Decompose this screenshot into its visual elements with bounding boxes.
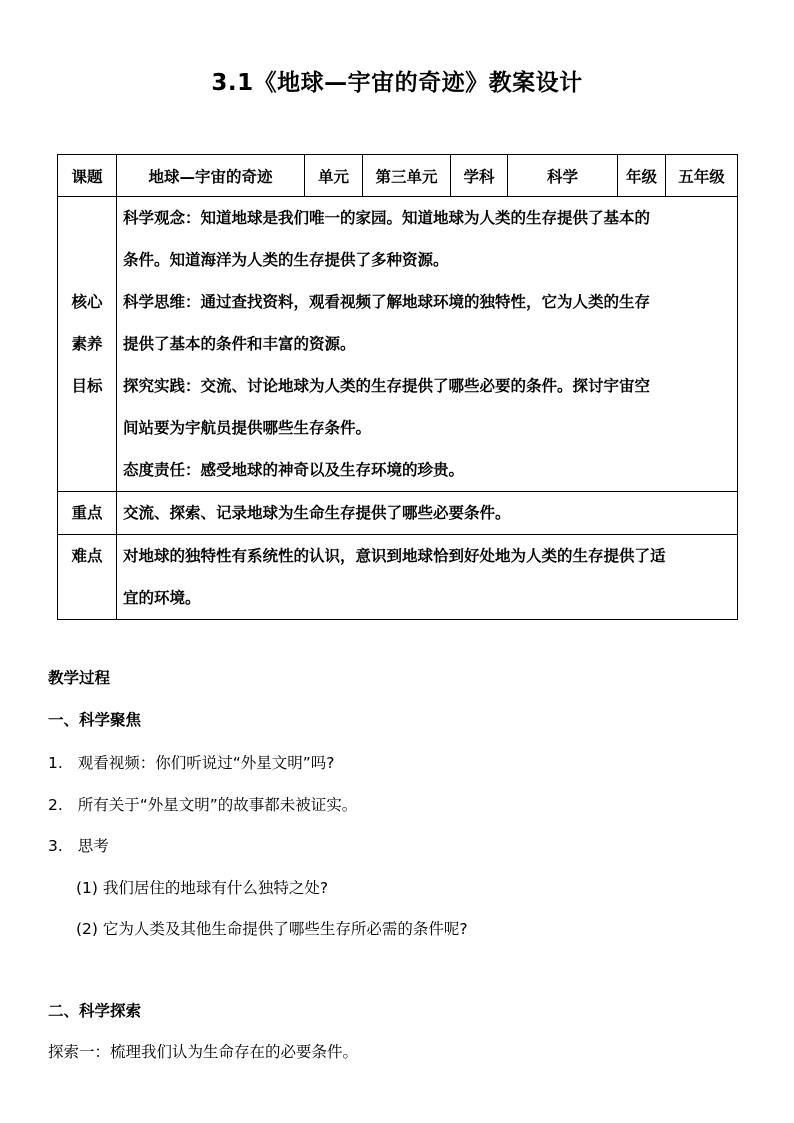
list-item-number: 1. — [48, 754, 63, 772]
core-goals-label — [58, 197, 117, 492]
core-goals-label-line2: 素养 — [71, 335, 103, 353]
list-item-number: 2. — [48, 796, 63, 814]
lesson-info-table — [57, 154, 738, 620]
core-goals-line: 间站要为宇航员提供哪些生存条件。 — [123, 419, 372, 437]
key-points-label: 重点 — [58, 492, 117, 535]
section-explore-heading: 二、科学探索 — [48, 1002, 142, 1020]
table-header-row — [58, 155, 738, 197]
sub-list-item: (1) 我们居住的地球有什么独特之处? — [76, 879, 329, 897]
sub-list-item: (2) 它为人类及其他生命提供了哪些生存所必需的条件呢? — [76, 920, 468, 938]
core-goals-line: 科学观念：知道地球是我们唯一的家园。知道地球为人类的生存提供了基本的 — [123, 209, 651, 227]
document-title: 3.1《地球—宇宙的奇迹》教案设计 — [211, 70, 583, 96]
process-heading: 教学过程 — [48, 669, 111, 687]
list-item — [48, 834, 109, 856]
header-unit-value: 第三单元 — [363, 155, 451, 197]
core-goals-label-line3: 目标 — [71, 377, 103, 395]
key-points-row — [58, 492, 738, 535]
difficulty-line: 宜的环境。 — [123, 589, 201, 607]
core-goals-line: 科学思维：通过查找资料，观看视频了解地球环境的独特性，它为人类的生存 — [123, 293, 651, 311]
core-goals-row — [58, 197, 738, 492]
key-points-content: 交流、探索、记录地球为生命生存提供了哪些必要条件。 — [117, 492, 738, 535]
list-item-number: 3. — [48, 837, 63, 855]
core-goals-line: 提供了基本的条件和丰富的资源。 — [123, 335, 356, 353]
header-subject-label: 学科 — [451, 155, 508, 197]
header-topic-value: 地球—宇宙的奇迹 — [117, 155, 305, 197]
core-goals-label-line1: 核心 — [71, 293, 103, 311]
list-item-text: 观看视频：你们听说过“外星文明”吗? — [77, 754, 335, 772]
core-goals-line: 条件。知道海洋为人类的生存提供了多种资源。 — [123, 251, 449, 269]
header-topic-label: 课题 — [58, 155, 117, 197]
difficulty-line: 对地球的独特性有系统性的认识，意识到地球恰到好处地为人类的生存提供了适 — [123, 547, 666, 565]
list-item-text: 思考 — [77, 837, 109, 855]
explore-text: 探索一：梳理我们认为生命存在的必要条件。 — [48, 1043, 359, 1061]
difficulty-row — [58, 535, 738, 620]
difficulty-content — [117, 535, 738, 620]
core-goals-line: 探究实践：交流、讨论地球为人类的生存提供了哪些必要的条件。探讨宇宙空 — [123, 377, 651, 395]
core-goals-content — [117, 197, 738, 492]
list-item — [48, 751, 335, 773]
list-item — [48, 793, 357, 815]
core-goals-line: 态度责任：感受地球的神奇以及生存环境的珍贵。 — [123, 461, 465, 479]
list-item-text: 所有关于“外星文明”的故事都未被证实。 — [77, 796, 358, 814]
header-unit-label: 单元 — [305, 155, 363, 197]
header-grade-value: 五年级 — [666, 155, 738, 197]
header-subject-value: 科学 — [508, 155, 618, 197]
section-focus-heading: 一、科学聚焦 — [48, 711, 142, 729]
header-grade-label: 年级 — [618, 155, 666, 197]
difficulty-label: 难点 — [58, 535, 117, 620]
